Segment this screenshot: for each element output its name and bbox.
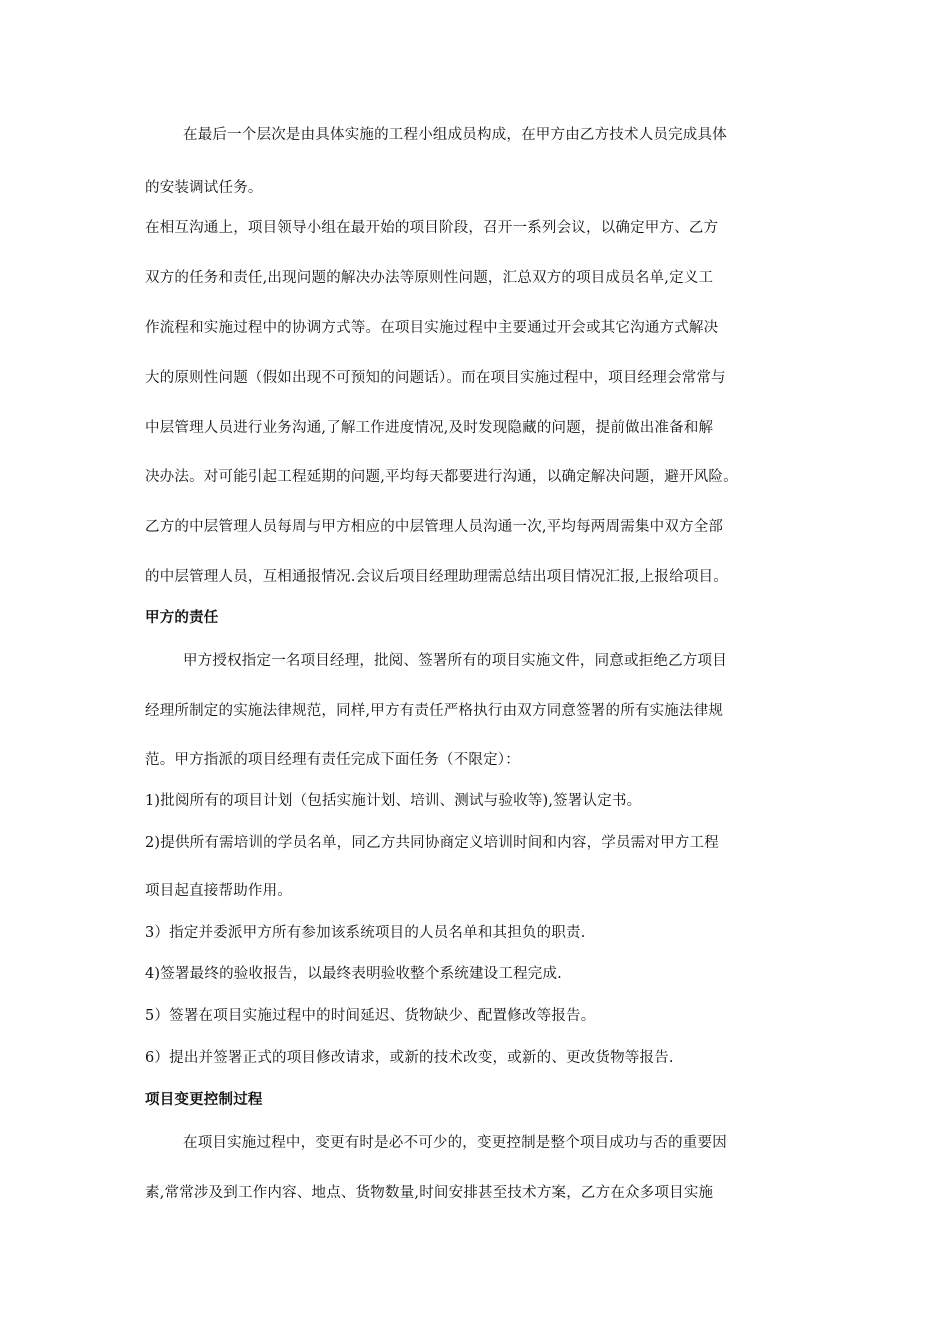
paragraph-line: 作流程和实施过程中的协调方式等。在项目实施过程中主要通过开会或其它沟通方式解决 (145, 320, 719, 336)
paragraph-line: 在最后一个层次是由具体实施的工程小组成员构成，在甲方由乙方技术人员完成具体 (183, 127, 727, 143)
list-item: 6）提出并签署正式的项目修改请求，或新的技术改变，或新的、更改货物等报告. (145, 1050, 674, 1066)
paragraph-line: 的中层管理人员，互相通报情况.会议后项目经理助理需总结出项目情况汇报,上报给项目。 (145, 569, 728, 585)
paragraph-line: 甲方授权指定一名项目经理，批阅、签署所有的项目实施文件，同意或拒绝乙方项目 (183, 653, 727, 669)
paragraph-line: 素,常常涉及到工作内容、地点、货物数量,时间安排甚至技术方案，乙方在众多项目实施 (145, 1185, 714, 1201)
paragraph-line: 在项目实施过程中，变更有时是必不可少的，变更控制是整个项目成功与否的重要因 (183, 1135, 727, 1151)
paragraph-line: 大的原则性问题（假如出现不可预知的问题话）。而在项目实施过程中，项目经理会常常与 (145, 370, 726, 386)
list-item: 1)批阅所有的项目计划（包括实施计划、培训、测试与验收等),签署认定书。 (145, 793, 642, 809)
list-item: 4)签署最终的验收报告，以最终表明验收整个系统建设工程完成. (145, 966, 562, 982)
paragraph-line: 的安装调试任务。 (145, 180, 263, 196)
paragraph-line: 乙方的中层管理人员每周与甲方相应的中层管理人员沟通一次,平均每两周需集中双方全部 (145, 519, 724, 535)
paragraph-line: 中层管理人员进行业务沟通,了解工作进度情况,及时发现隐藏的问题，提前做出准备和解 (145, 420, 714, 436)
list-item-continuation: 项目起直接帮助作用。 (145, 883, 292, 899)
paragraph-line: 双方的任务和责任,出现问题的解决办法等原则性问题，汇总双方的项目成员名单,定义工 (145, 270, 714, 286)
section-heading: 项目变更控制过程 (145, 1092, 263, 1108)
paragraph-line: 决办法。对可能引起工程延期的问题,平均每天都要进行沟通，以确定解决问题，避开风险。 (145, 469, 738, 485)
paragraph-line: 在相互沟通上，项目领导小组在最开始的项目阶段，召开一系列会议，以确定甲方、乙方 (145, 220, 719, 236)
paragraph-line: 范。甲方指派的项目经理有责任完成下面任务（不限定）： (145, 752, 520, 768)
list-item: 2)提供所有需培训的学员名单，同乙方共同协商定义培训时间和内容，学员需对甲方工程 (145, 835, 719, 851)
section-heading: 甲方的责任 (145, 610, 219, 626)
paragraph-line: 经理所制定的实施法律规范，同样,甲方有责任严格执行由双方同意签署的所有实施法律规 (145, 703, 724, 719)
list-item: 3）指定并委派甲方所有参加该系统项目的人员名单和其担负的职责. (145, 925, 586, 941)
list-item: 5）签署在项目实施过程中的时间延迟、货物缺少、配置修改等报告。 (145, 1008, 596, 1024)
